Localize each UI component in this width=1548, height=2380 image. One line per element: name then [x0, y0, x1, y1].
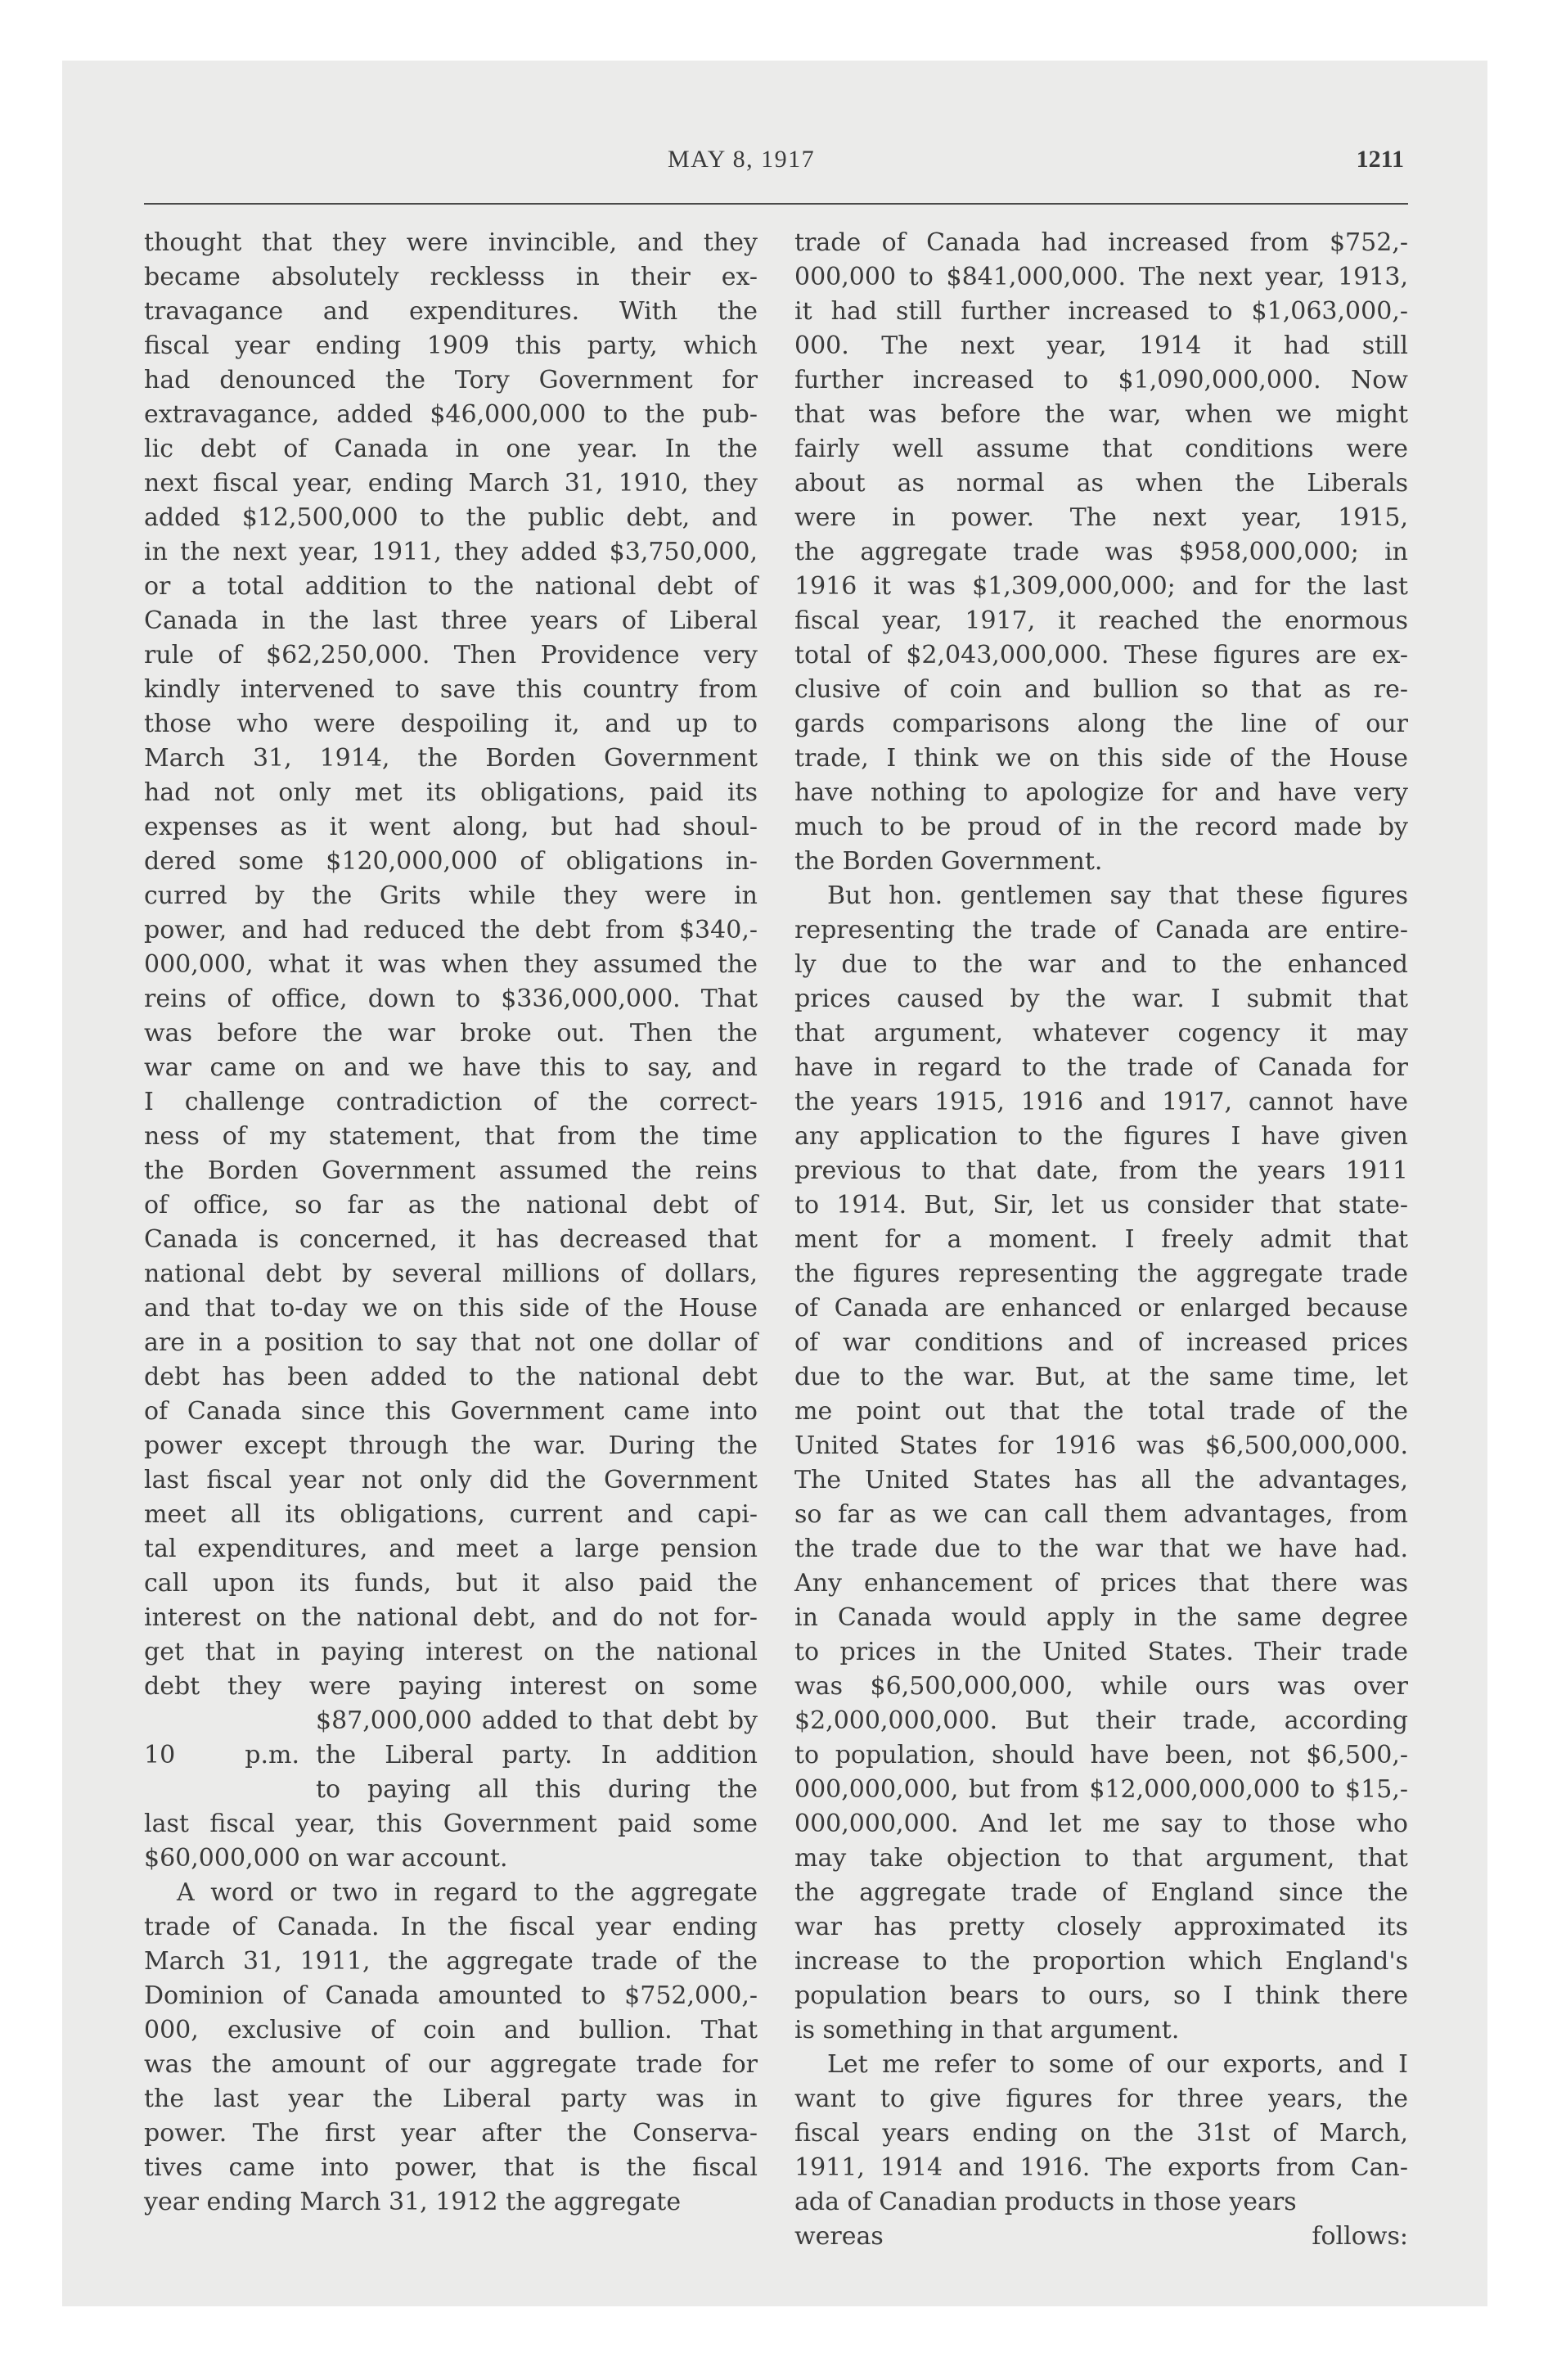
text-line: debt they were paying interest on some	[144, 1672, 758, 1701]
text-line: about as normal as when the Liberals	[794, 469, 1408, 498]
text-line: tives came into power, that is the fiscal	[144, 2153, 758, 2182]
text-line: call upon its funds, but it also paid the	[144, 1569, 758, 1598]
text-line: due to the war. But, at the same time, let	[794, 1363, 1408, 1391]
text-line: travagance and expenditures. With the	[144, 297, 758, 326]
text-line: Canada is concerned, it has decreased that	[144, 1225, 758, 1254]
text-line: want to give figures for three years, the	[794, 2085, 1408, 2113]
text-line: 1911, 1914 and 1916. The exports from Can-	[794, 2153, 1408, 2182]
text-line: Canada in the last three years of Liberal	[144, 606, 758, 635]
text-line: those who were despoiling it, and up to	[144, 710, 758, 738]
text-line: to population, should have been, not $6,500,-	[794, 1741, 1408, 1769]
text-line: war came on and we have this to say, and	[144, 1053, 758, 1082]
text-line: 000,000 to $841,000,000. The next year, 1913,	[794, 263, 1408, 291]
text-line: interest on the national debt, and do not for-	[144, 1603, 758, 1632]
text-line: that argument, whatever cogency it may	[794, 1019, 1408, 1048]
text-line: representing the trade of Canada are entire-	[794, 916, 1408, 944]
text-line: curred by the Grits while they were in	[144, 881, 758, 910]
text-line: me point out that the total trade of the	[794, 1397, 1408, 1426]
text-line: it had still further increased to $1,063,000,-	[794, 297, 1408, 326]
right-column	[794, 226, 1408, 2254]
text-line: so far as we can call them advantages, from	[794, 1500, 1408, 1529]
text-line: 1916 it was $1,309,000,000; and for the last	[794, 572, 1408, 601]
text-line: added $12,500,000 to the public debt, and	[144, 503, 758, 532]
text-line: $2,000,000,000. But their trade, according	[794, 1706, 1408, 1735]
text-line: rule of $62,250,000. Then Providence very	[144, 641, 758, 669]
document-page	[144, 144, 1408, 2272]
text-line: of war conditions and of increased prices	[794, 1328, 1408, 1357]
text-line: 000,000,000, but from $12,000,000,000 to $15,-	[794, 1775, 1408, 1804]
text-line: March 31, 1911, the aggregate trade of the	[144, 1947, 758, 1976]
text-line: of Canada are enhanced or enlarged because	[794, 1294, 1408, 1323]
text-line: was before the war broke out. Then the	[144, 1019, 758, 1048]
text-line: power, and had reduced the debt from $340,-	[144, 916, 758, 944]
text-line: had denounced the Tory Government for	[144, 366, 758, 394]
margin-time-note: 10 p.m.	[144, 1741, 299, 1769]
text-line: trade of Canada. In the fiscal year ending	[144, 1913, 758, 1941]
text-line: were in power. The next year, 1915,	[794, 503, 1408, 532]
text-line: dered some $120,000,000 of obligations in-	[144, 847, 758, 876]
text-line: the last year the Liberal party was in	[144, 2085, 758, 2113]
text-line: 000,000, what it was when they assumed the	[144, 950, 758, 979]
page-header	[144, 144, 1404, 193]
text-line: the Borden Government.	[794, 847, 1103, 876]
text-line: previous to that date, from the years 1911	[794, 1156, 1408, 1185]
text-line: population bears to ours, so I think there	[794, 1981, 1408, 2010]
text-line: had not only met its obligations, paid its	[144, 778, 758, 807]
text-line: or a total addition to the national debt of	[144, 572, 758, 601]
text-line: $60,000,000 on war account.	[144, 1844, 508, 1873]
text-line: the aggregate trade was $958,000,000; in	[794, 538, 1408, 566]
text-line: to 1914. But, Sir, let us consider that state-	[794, 1191, 1408, 1219]
text-line: of Canada since this Government came into	[144, 1397, 758, 1426]
text-line: last fiscal year not only did the Government	[144, 1466, 758, 1494]
text-line: United States for 1916 was $6,500,000,000.	[794, 1431, 1408, 1460]
text-line: March 31, 1914, the Borden Government	[144, 744, 758, 773]
text-line: I challenge contradiction of the correct-	[144, 1088, 758, 1116]
page-number: 1211	[1356, 146, 1404, 173]
text-line: trade, I think we on this side of the House	[794, 744, 1408, 773]
text-line: debt has been added to the national debt	[144, 1363, 758, 1391]
text-line: Dominion of Canada amounted to $752,000,-	[144, 1981, 758, 2010]
text-line: Any enhancement of prices that there was	[794, 1569, 1408, 1598]
text-line: clusive of coin and bullion so that as re-	[794, 675, 1408, 704]
text-line: extravagance, added $46,000,000 to the pub-	[144, 400, 758, 429]
text-line: that was before the war, when we might	[794, 400, 1408, 429]
text-line: power except through the war. During the	[144, 1431, 758, 1460]
text-line: increase to the proportion which England's	[794, 1947, 1408, 1976]
text-line: reins of office, down to $336,000,000. That	[144, 985, 758, 1013]
text-line: kindly intervened to save this country from	[144, 675, 758, 704]
text-line: became absolutely recklesss in their ex-	[144, 263, 758, 291]
text-line: thought that they were invincible, and they	[144, 228, 758, 257]
text-line: But hon. gentlemen say that these figures	[827, 881, 1408, 910]
text-line: and that to-day we on this side of the House	[144, 1294, 758, 1323]
line-text: the Liberal party. In addition	[316, 1741, 758, 1769]
text-line: was the amount of our aggregate trade for	[144, 2050, 758, 2079]
text-line: A word or two in regard to the aggregate	[177, 1878, 758, 1907]
text-line: Let me refer to some of our exports, and I	[827, 2050, 1408, 2079]
text-line: is something in that argument.	[794, 2016, 1180, 2044]
text-line: total of $2,043,000,000. These figures are ex-	[794, 641, 1408, 669]
text-line: last fiscal year, this Government paid some	[144, 1810, 758, 1838]
text-line: the Borden Government assumed the reins	[144, 1156, 758, 1185]
text-line: the figures representing the aggregate trade	[794, 1260, 1408, 1288]
text-line: fiscal year, 1917, it reached the enormous	[794, 606, 1408, 635]
text-line: the aggregate trade of England since the	[794, 1878, 1408, 1907]
text-line: power. The first year after the Conserva-	[144, 2119, 758, 2148]
text-line: in the next year, 1911, they added $3,750,000,	[144, 538, 758, 566]
text-line: lic debt of Canada in one year. In the	[144, 435, 758, 463]
text-line: are in a position to say that not one dollar of	[144, 1328, 758, 1357]
text-line: expenses as it went along, but had shoul-	[144, 813, 758, 841]
header-rule	[144, 203, 1408, 205]
text-line: ment for a moment. I freely admit that	[794, 1225, 1408, 1254]
text-line: fiscal year ending 1909 this party, which	[144, 331, 758, 360]
text-line: was $6,500,000,000, while ours was over	[794, 1672, 1408, 1701]
text-line	[144, 1738, 758, 1773]
header-date: MAY 8, 1917	[668, 146, 816, 173]
text-line: national debt by several millions of dollars,	[144, 1260, 758, 1288]
text-line: prices caused by the war. I submit that	[794, 985, 1408, 1013]
text-line: ly due to the war and to the enhanced	[794, 950, 1408, 979]
text-line: 000. The next year, 1914 it had still	[794, 331, 1408, 360]
text-line: next fiscal year, ending March 31, 1910, they	[144, 469, 758, 498]
text-line: wereas follows:	[794, 2222, 1408, 2251]
text-line: gards comparisons along the line of our	[794, 710, 1408, 738]
text-line: ness of my statement, that from the time	[144, 1122, 758, 1151]
text-line: tal expenditures, and meet a large pension	[144, 1535, 758, 1563]
text-line: 000, exclusive of coin and bullion. That	[144, 2016, 758, 2044]
text-line: fiscal years ending on the 31st of March,	[794, 2119, 1408, 2148]
text-line: any application to the figures I have given	[794, 1122, 1408, 1151]
text-line: war has pretty closely approximated its	[794, 1913, 1408, 1941]
text-line: 000,000,000. And let me say to those who	[794, 1810, 1408, 1838]
text-line: to prices in the United States. Their trade	[794, 1638, 1408, 1666]
text-line: the years 1915, 1916 and 1917, cannot have	[794, 1088, 1408, 1116]
text-line: year ending March 31, 1912 the aggregate	[144, 2188, 682, 2216]
text-line: ada of Canadian products in those years	[794, 2188, 1297, 2216]
text-line: may take objection to that argument, that	[794, 1844, 1408, 1873]
text-line: of office, so far as the national debt of	[144, 1191, 758, 1219]
text-line: in Canada would apply in the same degree	[794, 1603, 1408, 1632]
text-line: The United States has all the advantages,	[794, 1466, 1408, 1494]
text-line: get that in paying interest on the national	[144, 1638, 758, 1666]
text-line: further increased to $1,090,000,000. Now	[794, 366, 1408, 394]
text-line: meet all its obligations, current and capi-	[144, 1500, 758, 1529]
text-line: fairly well assume that conditions were	[794, 435, 1408, 463]
text-line: have nothing to apologize for and have very	[794, 778, 1408, 807]
text-line: have in regard to the trade of Canada for	[794, 1053, 1408, 1082]
text-line: $87,000,000 added to that debt by	[316, 1706, 758, 1735]
text-line: much to be proud of in the record made by	[794, 813, 1408, 841]
left-column	[144, 226, 758, 2220]
text-line: to paying all this during the	[316, 1775, 758, 1804]
text-line: trade of Canada had increased from $752,-	[794, 228, 1408, 257]
text-line: the trade due to the war that we have had.	[794, 1535, 1408, 1563]
